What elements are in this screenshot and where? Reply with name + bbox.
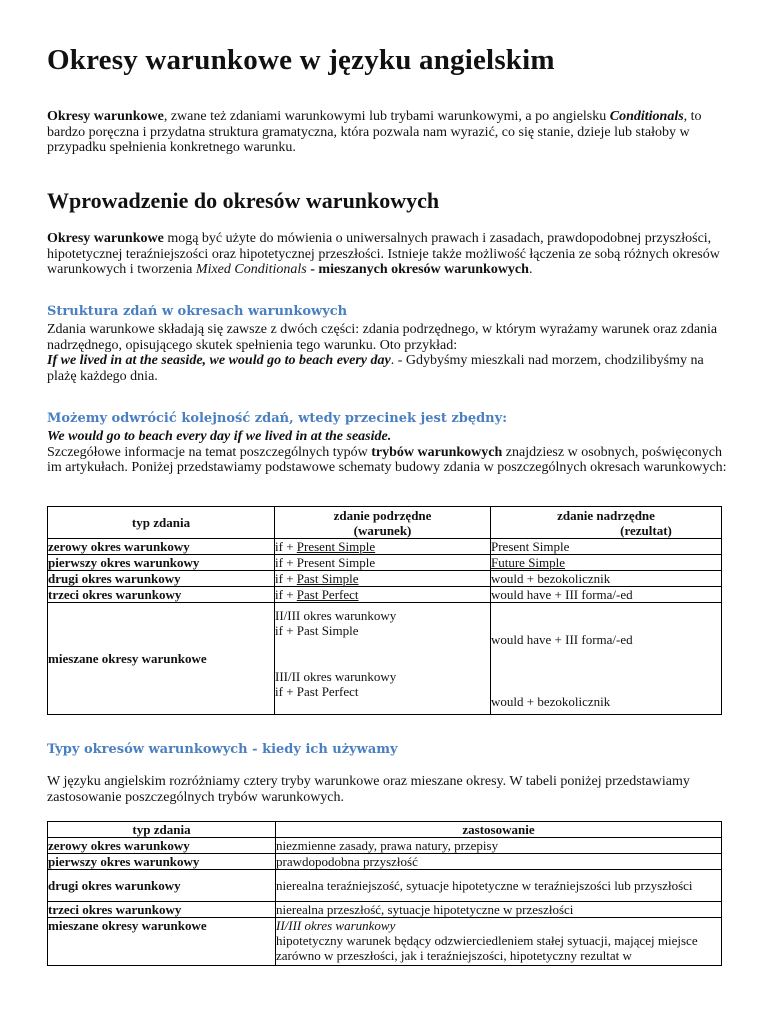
reverse-paragraph (47, 429, 727, 476)
row-type: drugi okres warunkowy (48, 870, 276, 902)
section-intro-paragraph (47, 231, 727, 278)
header-usage: zastosowanie (276, 822, 722, 838)
table-row (48, 539, 722, 555)
row-type: zerowy okres warunkowy (48, 539, 275, 555)
header-type: typ zdania (48, 507, 275, 539)
row-type: trzeci okres warunkowy (48, 902, 276, 918)
row-type: zerowy okres warunkowy (48, 838, 276, 854)
row-condition: if + Past Simple (275, 571, 491, 587)
reverse-bold-term: trybów warunkowych (371, 444, 503, 460)
row-condition-mixed: II/III okres warunkowy if + Past Simple III/II okres warunkowy if + Past Perfect (275, 603, 491, 715)
row-result: Future Simple (491, 555, 722, 571)
section-heading-intro: Wprowadzenie do okresów warunkowych (47, 188, 440, 213)
section-bold-term-2: mieszanych okresów warunkowych (318, 262, 529, 277)
section-dash: - (306, 262, 319, 277)
structure-text: Zdania warunkowe składają się zawsze z dwóch części: zdania podrzędnego, w którym wyrażamy warunek oraz zdania nadrzędnego, opisującego skutek spełnienia tego warunku. Oto przykład: (47, 322, 718, 353)
row-usage: niezmienne zasady, prawa natury, przepisy (276, 838, 722, 854)
header-type: typ zdania (48, 822, 276, 838)
reverse-text-1: Szczegółowe informacje na temat poszczególnych typów (47, 444, 372, 460)
structure-translation: . - Gdybyśmy mieszkali nad morzem, chodzilibyśmy na plażę każdego dnia. (47, 353, 704, 384)
row-usage: prawdopodobna przyszłość (276, 854, 722, 870)
section-bold-term: Okresy warunkowe (47, 231, 164, 246)
page-title: Okresy warunkowe w języku angielskim (47, 44, 555, 76)
table-row (48, 555, 722, 571)
section-end: . (528, 262, 533, 277)
subheading-reverse: Możemy odwrócić kolejność zdań, wtedy przecinek jest zbędny: (47, 411, 507, 426)
header-main: zdanie nadrzędne (rezultat) (491, 507, 722, 539)
section-italic-term: Mixed Conditionals (195, 262, 307, 277)
types-paragraph: W języku angielskim rozróżniamy cztery tryby warunkowe oraz mieszane okresy. W tabeli poniżej przedstawiamy zastosowanie poszczególnych trybów warunkowych. (47, 774, 690, 805)
row-condition: if + Past Perfect (275, 587, 491, 603)
structure-table (47, 506, 722, 715)
reverse-text-2: znajdziesz w osobnych, poświęconych im artykułach. Poniżej przedstawiamy podstawowe schematy budowy zdania w poszczególnych okresach warunkowych: (47, 444, 727, 475)
row-type: drugi okres warunkowy (48, 571, 275, 587)
row-result: Present Simple (491, 539, 722, 555)
table-row (48, 854, 722, 870)
table-row (48, 870, 722, 902)
intro-text-1: , zwane też zdaniami warunkowymi lub trybami warunkowymi, a po angielsku (163, 109, 610, 124)
table-row (48, 902, 722, 918)
row-result: would have + III forma/-ed (491, 587, 722, 603)
structure-paragraph (47, 322, 727, 384)
intro-italic-term: Conditionals (609, 109, 684, 124)
row-result-mixed: would have + III forma/-ed would + bezokolicznik (491, 603, 722, 715)
row-condition: if + Present Simple (275, 539, 491, 555)
row-type: pierwszy okres warunkowy (48, 555, 275, 571)
intro-text-2: , to bardzo poręczna i przydatna struktura gramatyczna, która pozwala nam wyrazić, co się stanie, dzieje lub stałoby w przypadku spełnienia konkretnego warunku. (47, 109, 702, 155)
row-type: trzeci okres warunkowy (48, 587, 275, 603)
table-row-mixed (48, 918, 722, 966)
row-type: mieszane okresy warunkowe (48, 603, 275, 715)
table-row (48, 838, 722, 854)
intro-bold-term: Okresy warunkowe (47, 109, 164, 124)
section-text-1: mogą być użyte do mówienia o uniwersalnych prawach i zasadach, prawdopodobnej przyszłości, hipotetycznej teraźniejszości oraz hipotetycznej przeszłości. Istnieje także możliwość łączenia ze sobą różnych okresów warunkowych i tworzenia (47, 231, 720, 277)
intro-paragraph (47, 109, 727, 156)
header-subordinate: zdanie podrzędne (warunek) (275, 507, 491, 539)
table-header-row (48, 822, 722, 838)
structure-example: If we lived in at the seaside, we would go to beach every day (47, 353, 391, 368)
table-row (48, 587, 722, 603)
table-row-mixed (48, 603, 722, 715)
subheading-structure: Struktura zdań w okresach warunkowych (47, 304, 348, 319)
usage-table (47, 821, 722, 966)
row-condition: if + Present Simple (275, 555, 491, 571)
row-usage: nierealna przeszłość, sytuacje hipotetyczne w przeszłości (276, 902, 722, 918)
table-header-row (48, 507, 722, 539)
table-row (48, 571, 722, 587)
row-usage: nierealna teraźniejszość, sytuacje hipotetyczne w teraźniejszości lub przyszłości (276, 870, 722, 902)
row-type: mieszane okresy warunkowe (48, 918, 276, 966)
reverse-example: We would go to beach every day if we lived in at the seaside. (47, 429, 392, 444)
row-usage-mixed: II/III okres warunkowy hipotetyczny warunek będący odzwierciedleniem stałej sytuacji, mającej miejsce zarówno w przeszłości, jak i teraźniejszości, hipotetyczny rezultat w (276, 918, 722, 966)
row-type: pierwszy okres warunkowy (48, 854, 276, 870)
row-result: would + bezokolicznik (491, 571, 722, 587)
subheading-types: Typy okresów warunkowych - kiedy ich używamy (47, 742, 398, 757)
